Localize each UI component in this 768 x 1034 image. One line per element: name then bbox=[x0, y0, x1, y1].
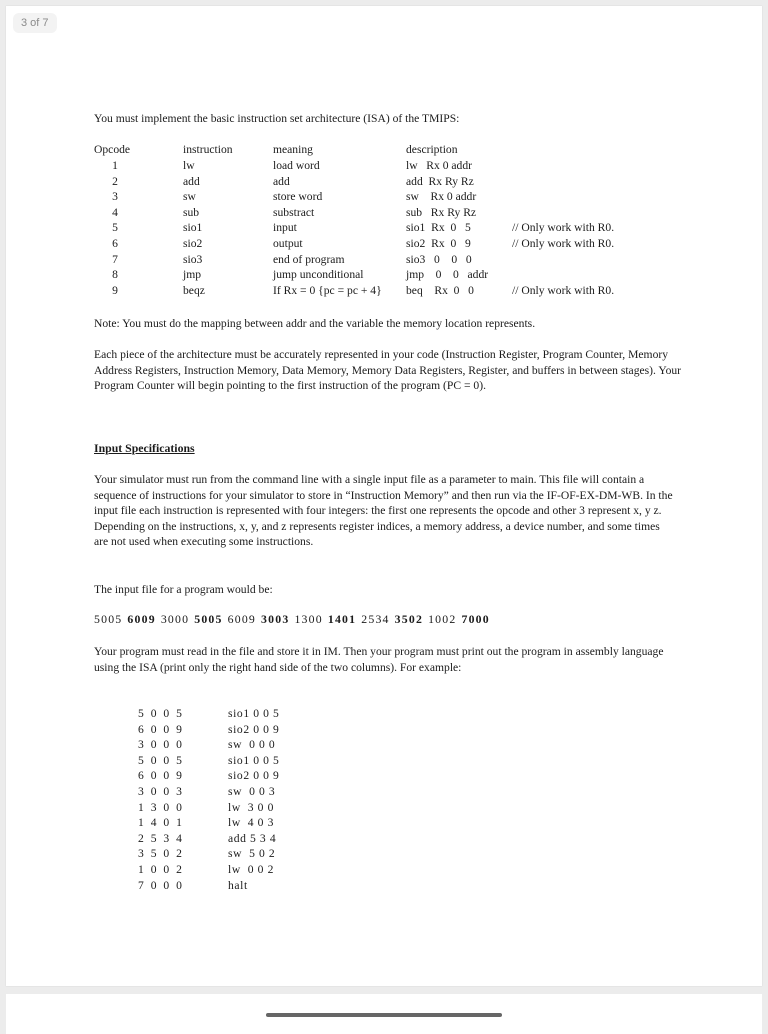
description-cell: sio3 0 0 0 bbox=[406, 252, 472, 266]
description-cell: sub Rx Ry Rz bbox=[406, 205, 477, 219]
header-opcode: Opcode bbox=[94, 143, 131, 156]
program-word: 1300 bbox=[294, 612, 323, 626]
example-code: 5 0 0 5 bbox=[138, 707, 184, 720]
example-assembly: sw 5 0 2 bbox=[228, 847, 276, 861]
note-cell: // Only work with R0. bbox=[512, 237, 615, 250]
output-paragraph bbox=[94, 644, 674, 675]
opcode-cell: 8 bbox=[112, 268, 118, 282]
meaning-cell: substract bbox=[273, 205, 315, 219]
page-indicator: 3 of 7 bbox=[13, 13, 57, 33]
example-code: 1 0 0 2 bbox=[138, 863, 184, 876]
note-cell: // Only work with R0. bbox=[512, 221, 615, 235]
example-assembly: lw 3 0 0 bbox=[228, 800, 274, 814]
instruction-cell: sub bbox=[183, 205, 200, 219]
example-code: 7 0 0 0 bbox=[138, 878, 184, 892]
example-code: 1 3 0 0 bbox=[138, 800, 184, 814]
instruction-cell: sio2 bbox=[183, 237, 203, 250]
isa-table-row bbox=[0, 175, 768, 191]
meaning-cell: add bbox=[273, 174, 290, 188]
description-cell: lw Rx 0 addr bbox=[406, 159, 473, 172]
meaning-cell: store word bbox=[273, 190, 323, 204]
program-word: 3003 bbox=[261, 612, 290, 626]
example-assembly: sio1 0 0 5 bbox=[228, 707, 280, 720]
example-assembly: sio2 0 0 9 bbox=[228, 722, 280, 736]
example-code: 2 5 3 4 bbox=[138, 831, 184, 845]
program-word: 5005 bbox=[194, 612, 223, 626]
header-meaning: meaning bbox=[273, 143, 313, 156]
input-spec-heading: Input Specifications bbox=[94, 441, 195, 455]
meaning-cell: end of program bbox=[273, 252, 345, 266]
opcode-cell: 5 bbox=[112, 221, 118, 235]
program-word: 6009 bbox=[227, 612, 257, 626]
instruction-cell: sw bbox=[183, 190, 196, 204]
opcode-cell: 6 bbox=[112, 237, 118, 250]
note-cell: // Only work with R0. bbox=[512, 283, 615, 297]
description-cell: sio2 Rx 0 9 bbox=[406, 237, 471, 250]
program-word: 7000 bbox=[461, 612, 490, 626]
isa-table-row bbox=[0, 221, 768, 237]
intro-text: You must implement the basic instruction set architecture (ISA) of the TMIPS: bbox=[94, 112, 460, 125]
header-description: description bbox=[406, 143, 458, 156]
isa-table-row bbox=[0, 268, 768, 284]
opcode-cell: 2 bbox=[112, 174, 118, 188]
instruction-cell: beqz bbox=[183, 283, 205, 297]
meaning-cell: jump unconditional bbox=[273, 268, 364, 282]
example-code: 3 5 0 2 bbox=[138, 847, 184, 861]
program-word: 5005 bbox=[94, 612, 123, 626]
example-assembly: add 5 3 4 bbox=[228, 831, 277, 845]
program-word: 3502 bbox=[394, 612, 424, 626]
example-code: 1 4 0 1 bbox=[138, 816, 184, 830]
architecture-paragraph-text: Each piece of the architecture must be accurately represented in your code (Instruction Register, Program Counter, Memory Address Registers, Instruction Memory, Data Memory, Memory Data Registers, Register, and buffers in between stages). Your Program Counter will begin pointing to the first instruction of the program (PC = 0). bbox=[94, 348, 682, 392]
isa-table-row bbox=[0, 206, 768, 222]
example-code: 6 0 0 9 bbox=[138, 722, 184, 736]
example-assembly: lw 0 0 2 bbox=[228, 863, 274, 876]
opcode-cell: 3 bbox=[112, 190, 118, 204]
isa-table-row bbox=[0, 253, 768, 269]
isa-table-header bbox=[0, 143, 768, 159]
opcode-cell: 9 bbox=[112, 283, 118, 297]
program-word: 2534 bbox=[361, 612, 390, 626]
description-cell: sio1 Rx 0 5 bbox=[406, 221, 471, 235]
program-sequence bbox=[94, 612, 490, 627]
program-word: 1002 bbox=[428, 612, 457, 626]
instruction-cell: add bbox=[183, 174, 200, 188]
description-cell: sw Rx 0 addr bbox=[406, 190, 477, 204]
opcode-cell: 7 bbox=[112, 252, 118, 266]
example-assembly: sio2 0 0 9 bbox=[228, 769, 280, 783]
program-word: 3000 bbox=[160, 612, 190, 626]
example-assembly: sio1 0 0 5 bbox=[228, 753, 280, 767]
program-word: 1401 bbox=[327, 612, 357, 626]
meaning-cell: output bbox=[273, 237, 303, 250]
description-cell: jmp 0 0 addr bbox=[406, 268, 489, 282]
meaning-cell: If Rx = 0 {pc = pc + 4} bbox=[273, 283, 382, 297]
example-code: 3 0 0 0 bbox=[138, 738, 184, 752]
isa-table-row bbox=[0, 190, 768, 206]
example-assembly: sw 0 0 0 bbox=[228, 738, 276, 752]
architecture-paragraph bbox=[94, 347, 684, 394]
isa-table-row bbox=[0, 237, 768, 253]
header-instruction: instruction bbox=[183, 143, 233, 156]
example-assembly: halt bbox=[228, 878, 248, 892]
isa-table-row bbox=[0, 284, 768, 300]
example-code: 6 0 0 9 bbox=[138, 769, 184, 783]
isa-table-row bbox=[0, 159, 768, 175]
input-spec-paragraph bbox=[94, 472, 674, 550]
opcode-cell: 1 bbox=[112, 159, 118, 172]
program-label: The input file for a program would be: bbox=[94, 583, 273, 596]
output-paragraph-text: Your program must read in the file and store it in IM. Then your program must print out the program in assembly language using the ISA (print only the right hand side of the two columns). For example: bbox=[94, 645, 664, 674]
description-cell: add Rx Ry Rz bbox=[406, 174, 474, 188]
example-assembly: sw 0 0 3 bbox=[228, 785, 276, 798]
instruction-cell: lw bbox=[183, 159, 195, 172]
meaning-cell: load word bbox=[273, 159, 320, 172]
program-word: 6009 bbox=[127, 612, 156, 626]
mapping-note: Note: You must do the mapping between addr and the variable the memory location represents. bbox=[94, 317, 536, 330]
description-cell: beq Rx 0 0 bbox=[406, 283, 474, 297]
example-code: 5 0 0 5 bbox=[138, 753, 184, 767]
home-indicator[interactable] bbox=[266, 1013, 502, 1017]
example-code: 3 0 0 3 bbox=[138, 785, 184, 798]
input-spec-paragraph-text: Your simulator must run from the command line with a single input file as a parameter to main. This file will contain a sequence of instructions for your simulator to store in “Instruction Memory” and then run via the IF-OF-EX-DM-WB. In the input file each instruction is represented with four integers: the first one represents the opcode and other 3 represent x, y z. Depending on the instructions, x, y, and z represents register indices, a memory address, a device number, and some times are not used when executing some instructions. bbox=[94, 473, 673, 548]
instruction-cell: jmp bbox=[183, 268, 202, 282]
instruction-cell: sio1 bbox=[183, 221, 203, 235]
meaning-cell: input bbox=[273, 221, 297, 235]
opcode-cell: 4 bbox=[112, 205, 118, 219]
instruction-cell: sio3 bbox=[183, 252, 203, 266]
example-assembly: lw 4 0 3 bbox=[228, 816, 274, 830]
